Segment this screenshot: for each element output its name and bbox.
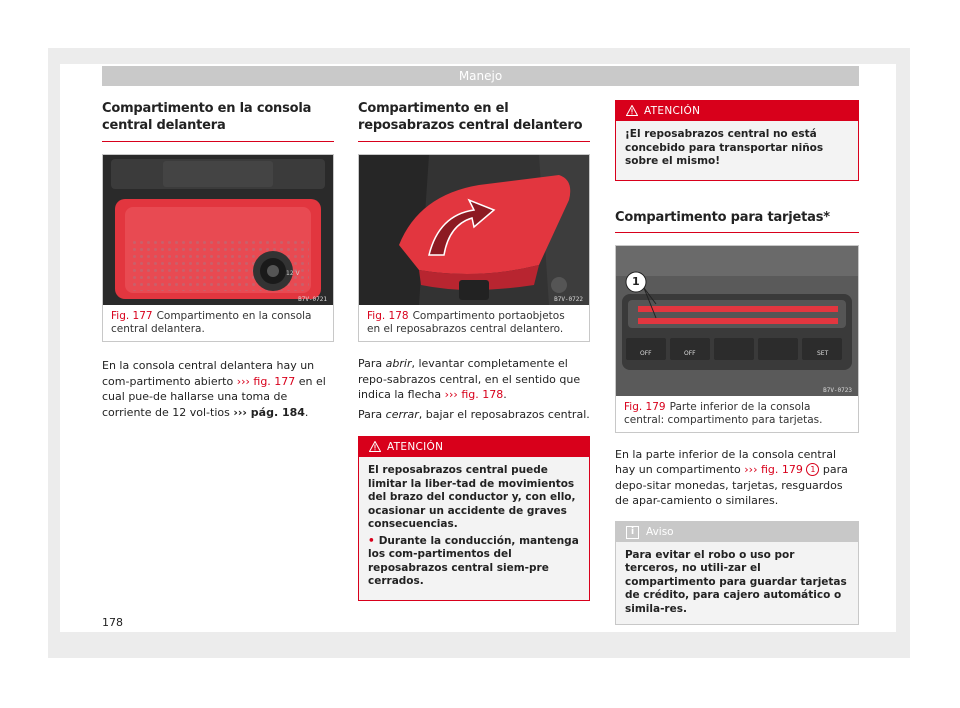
text: en el cual pue-de hallarse una toma de corriente de 12 vol-tios (102, 374, 326, 419)
figure-178 (358, 154, 590, 342)
text: . (304, 405, 309, 419)
warning-header (616, 101, 858, 121)
column-armrest (358, 100, 590, 601)
callout-1: 1 (632, 274, 640, 288)
console-illustration (103, 155, 333, 305)
paragraph-close (358, 407, 590, 423)
callout-number-1: 1 (806, 463, 819, 476)
note-box (615, 521, 859, 626)
warning-header (359, 437, 589, 457)
figure-code: B7V-0721 (298, 296, 327, 303)
figure-code: B7V-0723 (823, 386, 852, 394)
text: En la parte inferior de la consola central hay un compartimento (615, 447, 836, 476)
text: , bajar el reposabrazos central. (418, 407, 590, 421)
caption-text: Parte inferior de la consola central: compartimento para tarjetas. (624, 400, 823, 426)
ref-page-184[interactable]: ››› pág. 184 (233, 405, 305, 419)
figure-179 (615, 245, 859, 433)
bullet-text: Durante la conducción, mantenga los com-partimentos del reposabrazos central siem-pre cerrados. (368, 534, 579, 587)
info-icon: i (626, 526, 639, 539)
button-label-off-2: OFF (684, 349, 696, 357)
ref-arrow: ››› (236, 374, 250, 388)
warning-bullet (368, 535, 580, 589)
note-title: Aviso (646, 525, 674, 538)
body-paragraph (615, 447, 859, 509)
figure-label: Fig. 179 (624, 400, 666, 413)
emphasis: abrir (385, 357, 412, 370)
ref-fig-177[interactable]: fig. 177 (253, 374, 296, 388)
note-body: Para evitar el robo o uso por terceros, no utili-zar el compartimento para guardar tarjetas de crédito, para cajero automático o simila-res. (616, 542, 858, 625)
figure-caption (359, 305, 589, 341)
armrest-photo (359, 155, 589, 305)
figure-caption (616, 396, 858, 432)
text: . (503, 388, 507, 401)
caption-text: Compartimento en la consola central delantera. (111, 310, 312, 335)
socket-label: 12 V (286, 270, 300, 277)
warning-text: El reposabrazos central puede limitar la liber-tad de movimientos del brazo del conductor y, con ello, ocasionar un accidente de graves consecuencias. (368, 464, 576, 530)
text: Para (358, 357, 386, 370)
emphasis: cerrar (385, 407, 419, 421)
page-number: 178 (102, 616, 123, 629)
warning-title: ATENCIÓN (387, 441, 444, 453)
section-title: Compartimento en la consola central delantera (102, 100, 334, 142)
warning-box (358, 436, 590, 601)
card-slot-illustration (616, 246, 858, 396)
ref-fig-178[interactable]: fig. 178 (461, 388, 504, 401)
column-card-compartment (615, 100, 859, 625)
button-label-set: SET (817, 349, 829, 357)
figure-label: Fig. 178 (367, 310, 409, 322)
chapter-header: Manejo (102, 66, 859, 86)
paragraph-open (358, 356, 590, 403)
body-paragraphs (358, 356, 590, 422)
figure-label: Fig. 177 (111, 310, 153, 322)
column-front-console (102, 100, 334, 424)
caption-text: Compartimento portaobjetos en el reposabrazos central delantero. (367, 310, 565, 335)
warning-triangle-icon (369, 441, 381, 452)
armrest-illustration (359, 155, 589, 305)
section-title: Compartimento para tarjetas* (615, 209, 859, 233)
warning-body (616, 121, 858, 180)
bullet-icon: • (368, 534, 375, 547)
button-label-off-1: OFF (640, 349, 652, 357)
ref-arrow: ››› (744, 463, 758, 476)
warning-title: ATENCIÓN (644, 105, 701, 117)
card-slot-photo (616, 246, 858, 396)
ref-arrow: ››› (444, 388, 458, 401)
ref-fig-179[interactable]: fig. 179 (760, 463, 803, 476)
text: para depo-sitar monedas, tarjetas, resguardos de apar-camiento o similares. (615, 463, 848, 507)
warning-triangle-icon (626, 105, 638, 116)
note-header (616, 522, 858, 542)
warning-body (359, 457, 589, 600)
figure-code: B7V-0722 (554, 296, 583, 303)
figure-177 (102, 154, 334, 342)
body-paragraph (102, 358, 334, 420)
text: En la consola central delantera hay un com-partimento abierto (102, 359, 315, 388)
warning-text: ¡El reposabrazos central no está concebido para transportar niños sobre el mismo! (625, 128, 824, 167)
text: Para (358, 407, 386, 421)
console-photo (103, 155, 333, 305)
figure-caption (103, 305, 333, 341)
section-title: Compartimento en el reposabrazos central delantero (358, 100, 590, 142)
text: , levantar completamente el repo-sabrazos central, en el sentido que indica la flecha (358, 357, 581, 401)
warning-box-children (615, 100, 859, 181)
